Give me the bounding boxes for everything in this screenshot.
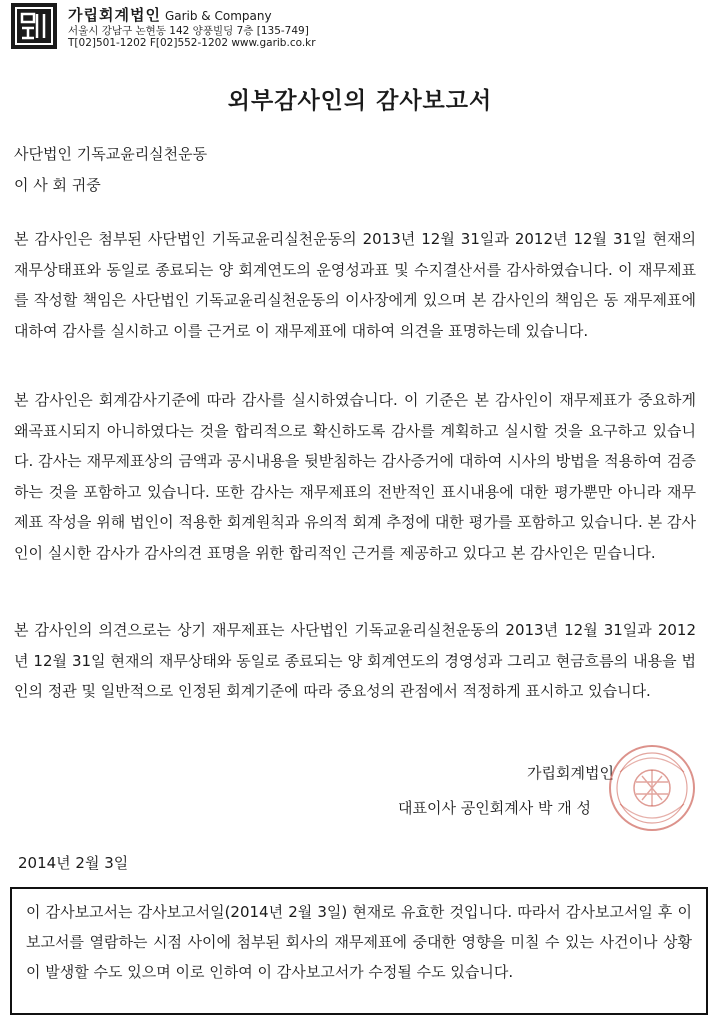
letterhead bbox=[10, 2, 350, 52]
paragraph-scope: 본 감사인은 첨부된 사단법인 기독교윤리실천운동의 2013년 12월 31일과 2012년 12월 31일 현재의 재무상태표와 동일로 종료되는 양 회계연도의 운영성과표 및 수지결산서를 감사하였습니다. 이 재무제표를 작성할 책임은 사단법인 기독교윤리실천운동의 이사장에게 있으며 본 감사인의 책임은 동 재무제표에 대하여 감사를 실시하고 이를 근거로 이 재무제표에 대하여 의견을 표명하는데 있습니다. bbox=[14, 230, 696, 340]
signature-representative: 대표이사 공인회계사 박 개 성 bbox=[398, 799, 591, 817]
report-date: 2014년 2월 3일 bbox=[18, 854, 129, 872]
addressee-board: 이 사 회 귀중 bbox=[14, 176, 101, 194]
firm-address: 서울시 강남구 논현동 142 양풍빌딩 7층 [135-749] bbox=[68, 25, 309, 37]
firm-logo-icon bbox=[10, 2, 58, 50]
paragraph-standards: 본 감사인은 회계감사기준에 따라 감사를 실시하였습니다. 이 기준은 본 감사인이 재무제표가 중요하게 왜곡표시되지 아니하였다는 것을 합리적으로 확신하도록 감사를 계획하고 실시할 것을 요구하고 있습니다. 감사는 재무제표상의 금액과 공시내용을 뒷받침하는 감사증거에 대하여 시사의 방법을 적용하여 검증하는 것을 포함하고 있습니다. 또한 감사는 재무제표의 전반적인 표시내용에 대한 평가뿐만 아니라 재무제표 작성을 위해 법인이 적용한 회계원칙과 유의적 회계 추정에 대한 평가를 포함하고 있습니다. 본 감사인이 실시한 감사가 감사의견 표명을 위한 합리적인 근거를 제공하고 있다고 본 감사인은 믿습니다. bbox=[14, 391, 696, 562]
official-seal-icon bbox=[606, 742, 698, 834]
addressee-organization: 사단법인 기독교윤리실천운동 bbox=[14, 145, 208, 163]
firm-contact: T[02]501-1202 F[02]552-1202 www.garib.co.kr bbox=[68, 37, 316, 49]
validity-notice-text: 이 감사보고서는 감사보고서일(2014년 2월 3일) 현재로 유효한 것입니다. 따라서 감사보고서일 후 이 보고서를 열람하는 시점 사이에 첨부된 회사의 재무제표에 중대한 영향을 미칠 수 있는 사건이나 상황이 발생할 수도 있으며 이로 인하여 이 감사보고서가 수정될 수도 있습니다. bbox=[26, 903, 692, 981]
firm-name-english: Garib & Company bbox=[164, 9, 272, 23]
report-title: 외부감사인의 감사보고서 bbox=[227, 88, 493, 114]
validity-notice-box bbox=[10, 887, 708, 1015]
signature-firm: 가립회계법인 bbox=[527, 764, 614, 782]
firm-name bbox=[68, 4, 272, 25]
paragraph-opinion: 본 감사인의 의견으로는 상기 재무제표는 사단법인 기독교윤리실천운동의 2013년 12월 31일과 2012년 12월 31일 현재의 재무상태와 동일로 종료되는 양 회계연도의 경영성과 그리고 현금흐름의 내용을 법인의 정관 및 일반적으로 인정된 회계기준에 따라 중요성의 관점에서 적정하게 표시하고 있습니다. bbox=[14, 621, 696, 700]
firm-name-korean: 가립회계법인 bbox=[68, 6, 161, 24]
